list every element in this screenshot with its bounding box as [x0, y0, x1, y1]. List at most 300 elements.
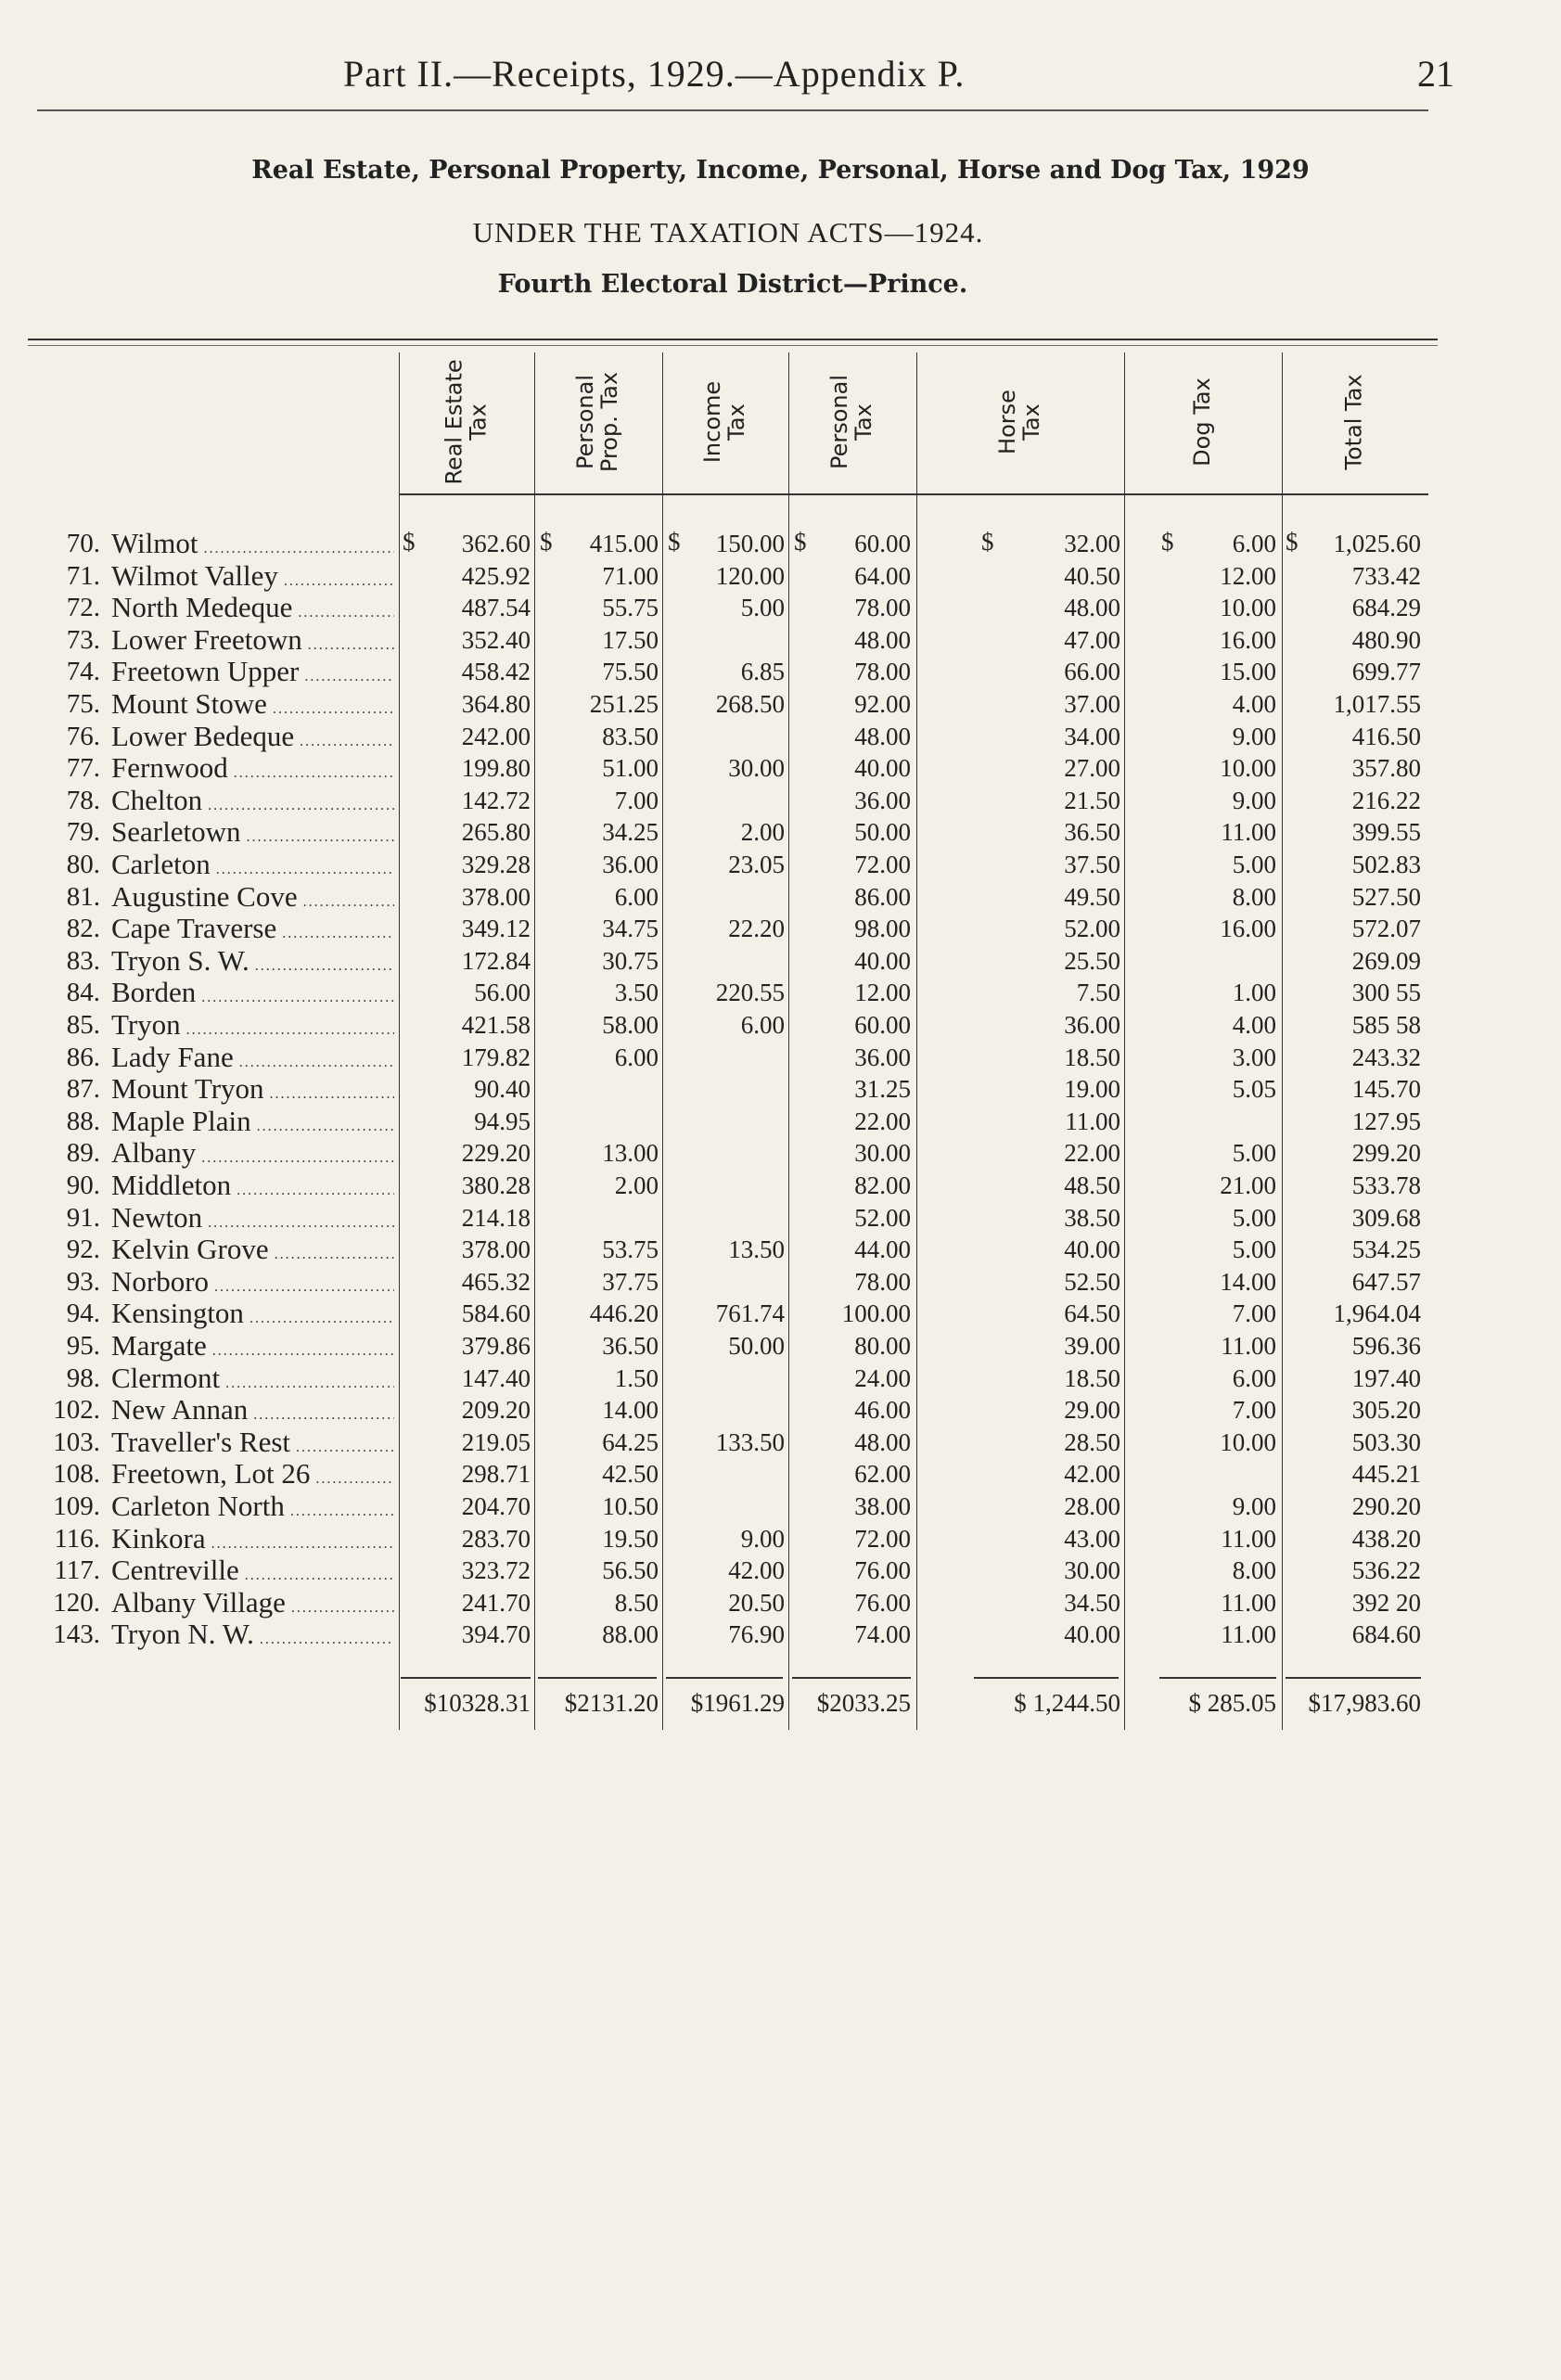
- table-row: [0, 1329, 1561, 1362]
- cell-total: 533.78: [1351, 1171, 1421, 1199]
- row-number: 103.: [53, 1427, 100, 1457]
- cell-personal: 40.00: [854, 946, 911, 975]
- district-name: Cape Traverse .....: [111, 912, 394, 945]
- cell-personal: 48.00: [854, 625, 911, 654]
- district-name: Middleton .....: [111, 1169, 394, 1202]
- cell-personal: 92.00: [854, 690, 911, 718]
- cell-prop: 75.50: [602, 658, 659, 686]
- cell-prop: 19.50: [602, 1524, 659, 1553]
- cell-income: 22.20: [728, 915, 785, 943]
- table-row: [0, 815, 1561, 848]
- col-header-income: Income Tax: [699, 380, 749, 464]
- table-row: [0, 1554, 1561, 1586]
- cell-real: 349.12: [461, 915, 531, 943]
- cell-total: 572.07: [1351, 915, 1421, 943]
- table-row: [0, 1393, 1561, 1426]
- cell-dog: 8.00: [1232, 882, 1276, 911]
- cell-personal: 78.00: [854, 594, 911, 622]
- cell-prop: 71.00: [602, 561, 659, 590]
- cell-prop: 51.00: [602, 754, 659, 783]
- cell-real: 352.40: [461, 625, 531, 654]
- row-number: 94.: [66, 1299, 100, 1329]
- running-head: Part II.—Receipts, 1929.—Appendix P.: [343, 53, 966, 95]
- district-name: Albany .....: [111, 1136, 394, 1170]
- cell-horse: 34.00: [1064, 722, 1120, 750]
- cell-prop: 83.50: [602, 722, 659, 750]
- cell-total: 438.20: [1351, 1524, 1421, 1553]
- table-row: [0, 784, 1561, 816]
- row-number: 84.: [66, 978, 100, 1008]
- cell-real: 265.80: [461, 818, 531, 847]
- table-row: [0, 1136, 1561, 1169]
- cell-dog: 10.00: [1220, 594, 1276, 622]
- cell-real: 379.86: [461, 1332, 531, 1360]
- district-name: Kelvin Grove .....: [111, 1233, 394, 1266]
- cell-personal: 36.00: [854, 1043, 911, 1071]
- cell-personal: 62.00: [854, 1460, 911, 1489]
- cell-prop: 13.00: [602, 1139, 659, 1168]
- cell-total: 585 58: [1351, 1011, 1421, 1039]
- total-dog: $ 285.05: [1188, 1689, 1276, 1717]
- top-rule: [28, 339, 1438, 340]
- cell-horse: 39.00: [1064, 1332, 1120, 1360]
- cell-dog: 5.00: [1232, 1139, 1276, 1168]
- cell-income: 42.00: [728, 1556, 785, 1585]
- row-number: 86.: [66, 1042, 100, 1072]
- cell-prop: 42.50: [602, 1460, 659, 1489]
- cell-total: 216.22: [1351, 786, 1421, 814]
- cell-total: 357.80: [1351, 754, 1421, 783]
- cell-dog: 12.00: [1220, 561, 1276, 590]
- total-rule: [538, 1677, 657, 1679]
- district-name: Maple Plain .....: [111, 1105, 394, 1138]
- table-row: [0, 1265, 1561, 1298]
- cell-income: 23.05: [728, 851, 785, 878]
- row-number: 83.: [66, 945, 100, 976]
- cell-dog: 11.00: [1221, 1588, 1276, 1617]
- currency-symbol: $: [981, 528, 994, 556]
- district-name: New Annan .....: [111, 1393, 394, 1427]
- cell-total: 416.50: [1351, 722, 1421, 750]
- cell-total: 392 20: [1351, 1588, 1421, 1617]
- row-number: 75.: [66, 689, 100, 719]
- table-row: [0, 751, 1561, 784]
- cell-real: 421.58: [461, 1011, 531, 1039]
- table-row: [0, 976, 1561, 1008]
- cell-dog: 15.00: [1220, 658, 1276, 686]
- cell-dog: 10.00: [1220, 1427, 1276, 1456]
- table-row: [0, 1008, 1561, 1041]
- table-row: [0, 1490, 1561, 1522]
- district-name: Albany Village .....: [111, 1586, 394, 1619]
- cell-horse: 28.00: [1064, 1492, 1120, 1520]
- cell-dog: 8.00: [1232, 1556, 1276, 1585]
- table-row: [0, 1105, 1561, 1137]
- cell-income: 9.00: [740, 1524, 785, 1553]
- row-number: 117.: [54, 1555, 100, 1586]
- cell-total: 127.95: [1351, 1107, 1421, 1135]
- cell-dog: 11.00: [1221, 818, 1276, 847]
- cell-horse: 11.00: [1065, 1107, 1120, 1135]
- cell-prop: 2.00: [614, 1171, 659, 1199]
- table-subtitle: UNDER THE TAXATION ACTS—1924.: [472, 216, 984, 249]
- cell-personal: 100.00: [841, 1299, 911, 1328]
- cell-prop: 88.00: [602, 1620, 659, 1649]
- cell-horse: 48.50: [1064, 1171, 1120, 1199]
- cell-personal: 52.00: [854, 1203, 911, 1232]
- cell-total: 1,025.60: [1333, 530, 1421, 557]
- table-row: [0, 1297, 1561, 1329]
- cell-prop: 3.50: [614, 979, 659, 1007]
- district-name: Borden .....: [111, 976, 394, 1009]
- district-name: Kinkora .....: [111, 1522, 394, 1555]
- total-rule: [401, 1677, 531, 1679]
- row-number: 143.: [53, 1619, 100, 1650]
- page-number: 21: [1417, 53, 1454, 95]
- cell-prop: 55.75: [602, 594, 659, 622]
- cell-personal: 80.00: [854, 1332, 911, 1360]
- row-number: 91.: [66, 1202, 100, 1233]
- cell-total: 1,017.55: [1333, 690, 1421, 718]
- cell-dog: 3.00: [1232, 1043, 1276, 1071]
- row-number: 95.: [66, 1331, 100, 1361]
- cell-horse: 25.50: [1064, 946, 1120, 975]
- row-number: 120.: [53, 1587, 100, 1618]
- cell-real: 378.00: [461, 882, 531, 911]
- district-name: Lady Fane .....: [111, 1041, 394, 1074]
- cell-prop: 10.50: [602, 1492, 659, 1520]
- total-horse: $ 1,244.50: [1014, 1689, 1120, 1717]
- cell-total: 445.21: [1351, 1460, 1421, 1489]
- district-name: Newton .....: [111, 1201, 394, 1235]
- table-row: [0, 880, 1561, 913]
- district-name: Augustine Cove .....: [111, 880, 394, 914]
- cell-income: 50.00: [728, 1332, 785, 1360]
- cell-total: 290.20: [1351, 1492, 1421, 1520]
- row-number: 78.: [66, 785, 100, 815]
- cell-income: 150.00: [715, 530, 785, 557]
- cell-real: 584.60: [461, 1299, 531, 1328]
- row-number: 102.: [53, 1395, 100, 1426]
- cell-income: 6.85: [740, 658, 785, 686]
- table-row: [0, 848, 1561, 880]
- table-row: [0, 1618, 1561, 1650]
- currency-symbol: $: [1161, 528, 1174, 556]
- cell-dog: 7.00: [1232, 1299, 1276, 1328]
- cell-total: 399.55: [1351, 818, 1421, 847]
- row-number: 74.: [66, 657, 100, 687]
- total-total: $17,983.60: [1308, 1689, 1421, 1717]
- cell-horse: 18.50: [1064, 1043, 1120, 1071]
- cell-real: 458.42: [461, 658, 531, 686]
- cell-real: 364.80: [461, 690, 531, 718]
- cell-horse: 37.50: [1064, 851, 1120, 878]
- cell-real: 242.00: [461, 722, 531, 750]
- district-name: Tryon .....: [111, 1008, 394, 1042]
- cell-personal: 76.00: [854, 1588, 911, 1617]
- table-row: [0, 687, 1561, 720]
- cell-horse: 43.00: [1064, 1524, 1120, 1553]
- row-number: 88.: [66, 1106, 100, 1136]
- cell-horse: 19.00: [1064, 1075, 1120, 1104]
- cell-real: 199.80: [461, 754, 531, 783]
- cell-horse: 66.00: [1064, 658, 1120, 686]
- cell-real: 394.70: [461, 1620, 531, 1649]
- cell-prop: 36.50: [602, 1332, 659, 1360]
- district-name: Searletown .....: [111, 815, 394, 849]
- total-personal-prop: $2131.20: [564, 1689, 659, 1717]
- district-name: Carleton North .....: [111, 1490, 394, 1523]
- cell-prop: 56.50: [602, 1556, 659, 1585]
- cell-dog: 16.00: [1220, 915, 1276, 943]
- cell-total: 197.40: [1351, 1363, 1421, 1392]
- total-rule: [1286, 1677, 1421, 1679]
- currency-symbol: $: [794, 528, 807, 556]
- cell-total: 300 55: [1351, 979, 1421, 1007]
- cell-personal: 48.00: [854, 1427, 911, 1456]
- cell-real: 219.05: [461, 1427, 531, 1456]
- cell-real: 487.54: [461, 594, 531, 622]
- cell-real: 56.00: [474, 979, 531, 1007]
- cell-prop: 64.25: [602, 1427, 659, 1456]
- cell-personal: 38.00: [854, 1492, 911, 1520]
- cell-horse: 32.00: [1064, 530, 1120, 557]
- currency-symbol: $: [1286, 528, 1299, 556]
- table-row: [0, 1041, 1561, 1073]
- cell-total: 534.25: [1351, 1235, 1421, 1264]
- cell-dog: 6.00: [1232, 1363, 1276, 1392]
- cell-prop: 30.75: [602, 946, 659, 975]
- row-number: 77.: [66, 753, 100, 784]
- cell-prop: 36.00: [602, 851, 659, 878]
- cell-dog: 11.00: [1221, 1524, 1276, 1553]
- cell-dog: 11.00: [1221, 1332, 1276, 1360]
- cell-dog: 9.00: [1232, 1492, 1276, 1520]
- table-row: [0, 1169, 1561, 1201]
- currency-symbol: $: [540, 528, 553, 556]
- cell-personal: 46.00: [854, 1396, 911, 1425]
- row-number: 72.: [66, 593, 100, 623]
- total-income: $1961.29: [690, 1689, 785, 1717]
- total-rule: [666, 1677, 783, 1679]
- cell-income: 5.00: [740, 594, 785, 622]
- cell-dog: 9.00: [1232, 722, 1276, 750]
- cell-dog: 9.00: [1232, 786, 1276, 814]
- cell-income: 761.74: [715, 1299, 785, 1328]
- currency-symbol: $: [403, 528, 416, 556]
- cell-horse: 37.00: [1064, 690, 1120, 718]
- cell-horse: 40.50: [1064, 561, 1120, 590]
- cell-horse: 21.50: [1064, 786, 1120, 814]
- cell-total: 684.60: [1351, 1620, 1421, 1649]
- district-name: Tryon S. W. .....: [111, 944, 394, 978]
- district-name: Centreville .....: [111, 1554, 394, 1587]
- cell-real: 241.70: [461, 1588, 531, 1617]
- district-name: Kensington .....: [111, 1297, 394, 1330]
- table-row: [0, 1426, 1561, 1458]
- table-row: [0, 1586, 1561, 1619]
- district-name: Freetown, Lot 26 .....: [111, 1457, 394, 1491]
- total-rule: [1159, 1677, 1276, 1679]
- cell-real: 142.72: [461, 786, 531, 814]
- row-number: 82.: [66, 914, 100, 944]
- cell-real: 94.95: [474, 1107, 531, 1135]
- table-row: [0, 1201, 1561, 1234]
- cell-personal: 72.00: [854, 851, 911, 878]
- cell-income: 30.00: [728, 754, 785, 783]
- cell-total: 145.70: [1351, 1075, 1421, 1104]
- district-name: Chelton .....: [111, 784, 394, 817]
- cell-prop: 1.50: [614, 1363, 659, 1392]
- cell-horse: 42.00: [1064, 1460, 1120, 1489]
- cell-horse: 27.00: [1064, 754, 1120, 783]
- row-number: 70.: [66, 529, 100, 558]
- cell-horse: 52.50: [1064, 1267, 1120, 1296]
- cell-income: 6.00: [740, 1011, 785, 1039]
- district-name: Tryon N. W. .....: [111, 1618, 394, 1651]
- table-row: [0, 1072, 1561, 1105]
- col-header-real-estate: Real Estate Tax: [441, 359, 492, 485]
- cell-personal: 48.00: [854, 722, 911, 750]
- cell-horse: 34.50: [1064, 1588, 1120, 1617]
- table-row: [0, 559, 1561, 592]
- cell-total: 684.29: [1351, 594, 1421, 622]
- table-row: [0, 720, 1561, 752]
- cell-real: 380.28: [461, 1171, 531, 1199]
- cell-real: 172.84: [461, 946, 531, 975]
- table-row: [0, 1522, 1561, 1555]
- currency-symbol: $: [668, 528, 681, 556]
- cell-total: 596.36: [1351, 1332, 1421, 1360]
- cell-total: 1,964.04: [1333, 1299, 1421, 1328]
- cell-dog: 11.00: [1221, 1620, 1276, 1649]
- district-name: Carleton .....: [111, 848, 394, 881]
- cell-income: 120.00: [715, 561, 785, 590]
- cell-personal: 72.00: [854, 1524, 911, 1553]
- cell-horse: 47.00: [1064, 625, 1120, 654]
- cell-prop: 34.25: [602, 818, 659, 847]
- cell-prop: 17.50: [602, 625, 659, 654]
- cell-personal: 74.00: [854, 1620, 911, 1649]
- table-row: [0, 655, 1561, 687]
- total-personal: $2033.25: [816, 1689, 911, 1717]
- row-number: 87.: [66, 1074, 100, 1105]
- col-header-personal-prop: Personal Prop. Tax: [571, 371, 622, 473]
- cell-dog: 16.00: [1220, 625, 1276, 654]
- cell-income: 133.50: [715, 1427, 785, 1456]
- cell-personal: 44.00: [854, 1235, 911, 1264]
- cell-total: 647.57: [1351, 1267, 1421, 1296]
- cell-dog: 21.00: [1220, 1171, 1276, 1199]
- cell-income: 13.50: [728, 1235, 785, 1264]
- cell-income: 76.90: [728, 1620, 785, 1649]
- row-number: 92.: [66, 1235, 100, 1265]
- cell-personal: 98.00: [854, 915, 911, 943]
- col-header-horse: Horse Tax: [994, 390, 1044, 454]
- row-number: 73.: [66, 624, 100, 655]
- cell-horse: 29.00: [1064, 1396, 1120, 1425]
- cell-personal: 60.00: [854, 530, 911, 557]
- top-rule-thin: [28, 345, 1438, 346]
- cell-personal: 30.00: [854, 1139, 911, 1168]
- cell-real: 204.70: [461, 1492, 531, 1520]
- total-real-estate: $10328.31: [424, 1689, 531, 1717]
- cell-total: 480.90: [1351, 625, 1421, 654]
- cell-horse: 30.00: [1064, 1556, 1120, 1585]
- district-name: Freetown Upper .....: [111, 655, 394, 688]
- cell-real: 298.71: [461, 1460, 531, 1489]
- cell-horse: 38.50: [1064, 1203, 1120, 1232]
- page-header: [37, 43, 1454, 111]
- cell-prop: 7.00: [614, 786, 659, 814]
- cell-personal: 82.00: [854, 1171, 911, 1199]
- cell-prop: 6.00: [614, 1043, 659, 1071]
- cell-dog: 5.00: [1232, 1203, 1276, 1232]
- cell-income: 20.50: [728, 1588, 785, 1617]
- row-number: 85.: [66, 1010, 100, 1040]
- cell-dog: 4.00: [1232, 690, 1276, 718]
- cell-horse: 40.00: [1064, 1620, 1120, 1649]
- cell-real: 378.00: [461, 1235, 531, 1264]
- cell-total: 502.83: [1351, 851, 1421, 878]
- cell-total: 699.77: [1351, 658, 1421, 686]
- cell-horse: 7.50: [1076, 979, 1120, 1007]
- district-name: Wilmot Valley .....: [111, 559, 394, 593]
- cell-prop: 53.75: [602, 1235, 659, 1264]
- cell-total: 309.68: [1351, 1203, 1421, 1232]
- district-name: Norboro .....: [111, 1265, 394, 1299]
- cell-personal: 22.00: [854, 1107, 911, 1135]
- row-number: 76.: [66, 721, 100, 751]
- cell-dog: 1.00: [1232, 979, 1276, 1007]
- cell-personal: 86.00: [854, 882, 911, 911]
- row-number: 108.: [53, 1459, 100, 1490]
- cell-personal: 31.25: [854, 1075, 911, 1104]
- table-row: [0, 527, 1561, 559]
- cell-total: 305.20: [1351, 1396, 1421, 1425]
- cell-dog: 14.00: [1220, 1267, 1276, 1296]
- cell-income: 220.55: [715, 979, 785, 1007]
- district-name: North Medeque .....: [111, 591, 394, 624]
- district-name: Wilmot .....: [111, 527, 394, 560]
- cell-prop: 34.75: [602, 915, 659, 943]
- cell-horse: 36.00: [1064, 1011, 1120, 1039]
- cell-total: 536.22: [1351, 1556, 1421, 1585]
- cell-horse: 22.00: [1064, 1139, 1120, 1168]
- cell-total: 299.20: [1351, 1139, 1421, 1168]
- table-row: [0, 591, 1561, 623]
- cell-personal: 78.00: [854, 1267, 911, 1296]
- district-heading: Fourth Electoral District—Prince.: [497, 270, 968, 299]
- cell-horse: 64.50: [1064, 1299, 1120, 1328]
- cell-personal: 36.00: [854, 786, 911, 814]
- row-number: 80.: [66, 850, 100, 879]
- cell-personal: 76.00: [854, 1556, 911, 1585]
- table-title: Real Estate, Personal Property, Income, Personal, Horse and Dog Tax, 1929: [251, 156, 1310, 185]
- table-row: [0, 623, 1561, 656]
- district-name: Fernwood .....: [111, 751, 394, 785]
- cell-dog: 10.00: [1220, 754, 1276, 783]
- cell-horse: 52.00: [1064, 915, 1120, 943]
- table-row: [0, 1362, 1561, 1394]
- cell-personal: 64.00: [854, 561, 911, 590]
- row-number: 90.: [66, 1171, 100, 1200]
- col-header-total: Total Tax: [1341, 374, 1367, 470]
- row-number: 89.: [66, 1138, 100, 1169]
- table-row: [0, 1233, 1561, 1265]
- district-name: Mount Stowe .....: [111, 687, 394, 721]
- header-rule: [399, 493, 1428, 495]
